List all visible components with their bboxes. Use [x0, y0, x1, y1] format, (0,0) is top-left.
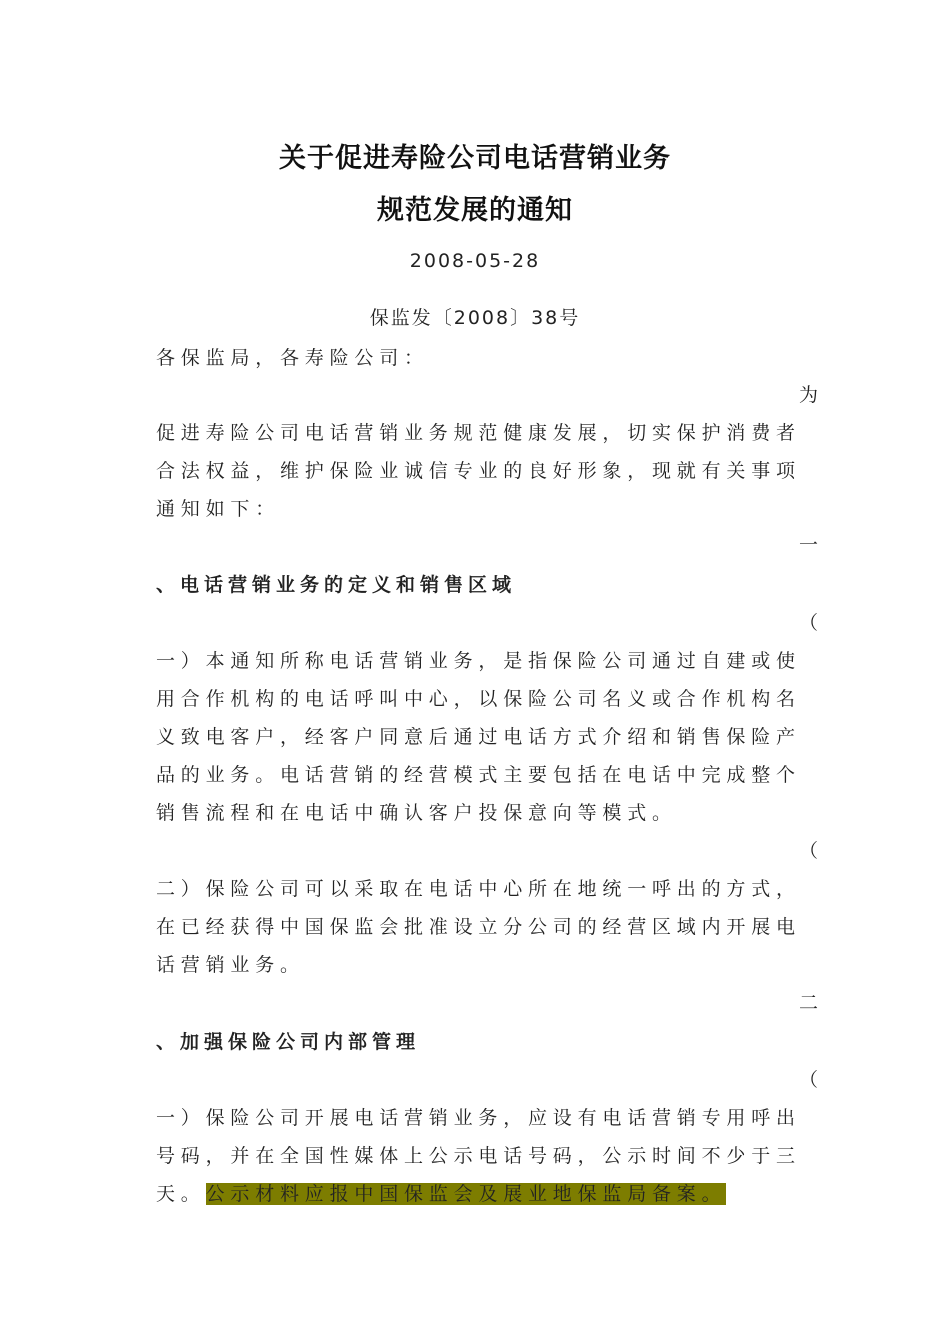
- document-number: 保监发〔2008〕38号: [369, 307, 581, 329]
- item-1-1-line: 品的业务。电话营销的经营模式主要包括在电话中完成整个: [156, 764, 801, 786]
- salutation: 各保监局，各寿险公司：: [156, 347, 429, 369]
- title-line-2: 规范发展的通知: [377, 195, 573, 226]
- item-1-2-line: 二）保险公司可以采取在电话中心所在地统一呼出的方式，: [156, 878, 801, 900]
- item-2-1-line: 一）保险公司开展电话营销业务，应设有电话营销专用呼出: [156, 1107, 801, 1129]
- item-1-1-marker: （: [798, 612, 818, 634]
- item-2-1-marker: （: [798, 1069, 818, 1091]
- item-1-1-line: 一）本通知所称电话营销业务，是指保险公司通过自建或使: [156, 650, 801, 672]
- item-2-1-line: 号码，并在全国性媒体上公示电话号码，公示时间不少于三: [156, 1145, 801, 1167]
- section-1-heading: 、电话营销业务的定义和销售区域: [156, 574, 517, 596]
- intro-line: 通知如下：: [156, 498, 281, 520]
- item-1-2-marker: （: [798, 840, 818, 862]
- item-2-1-plain-text: 天。: [156, 1183, 206, 1205]
- item-1-2-line: 话营销业务。: [156, 954, 305, 976]
- item-2-1-last-line: [156, 1179, 796, 1206]
- intro-line: 促进寿险公司电话营销业务规范健康发展，切实保护消费者: [156, 422, 801, 444]
- section-2-heading: 、加强保险公司内部管理: [156, 1031, 421, 1053]
- section-1-marker: 一: [798, 534, 818, 556]
- title-line-1: 关于促进寿险公司电话营销业务: [279, 143, 671, 174]
- item-1-1-line: 义致电客户，经客户同意后通过电话方式介绍和销售保险产: [156, 726, 801, 748]
- item-1-1-line: 用合作机构的电话呼叫中心，以保险公司名义或合作机构名: [156, 688, 801, 710]
- intro-marker: 为: [798, 384, 818, 406]
- intro-line: 合法权益，维护保险业诚信专业的良好形象，现就有关事项: [156, 460, 801, 482]
- highlighted-text: 公示材料应报中国保监会及展业地保监局备案。: [205, 1183, 727, 1205]
- document-date: 2008-05-28: [409, 250, 541, 272]
- item-1-2-line: 在已经获得中国保监会批准设立分公司的经营区域内开展电: [156, 916, 801, 938]
- item-1-1-line: 销售流程和在电话中确认客户投保意向等模式。: [156, 802, 677, 824]
- section-2-marker: 二: [798, 992, 818, 1014]
